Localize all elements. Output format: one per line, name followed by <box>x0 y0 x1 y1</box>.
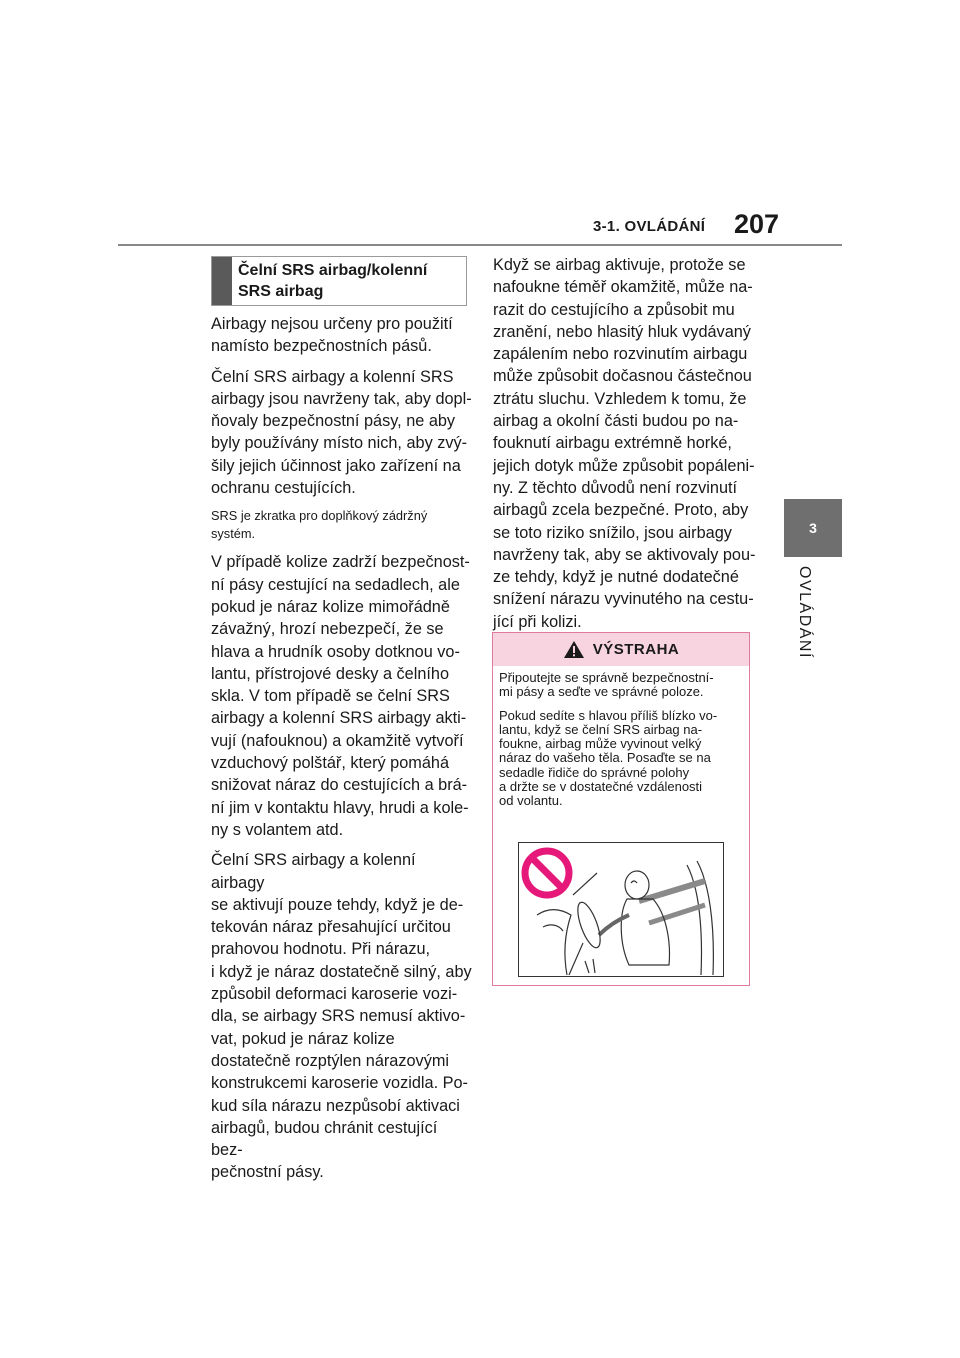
warning-paragraph: Připoutejte se správně bezpečnostní- mi pásy a seďte ve správné poloze. <box>499 670 714 700</box>
warning-title: VÝSTRAHA <box>592 641 680 658</box>
driver-too-close-illustration <box>519 843 723 976</box>
header-rule <box>118 244 842 246</box>
header-section-title: 3-1. OVLÁDÁNÍ <box>593 218 706 235</box>
warning-body <box>499 671 743 818</box>
chapter-tab <box>784 499 842 557</box>
paragraph: Když se airbag aktivuje, protože se nafoukne téměř okamžitě, může na- razit do cestujícího a způsobit mu zranění, nebo hlasitý hluk vydávaný zapálením nebo rozvinutím airbagu může způsobit dočasnou částečnou ztrátu sluchu. Vzhledem k tomu, že airbag a okolní části budou po na- fouknutí airbagu extrémně horké, jejich dotyk může způsobit popáleni- ny. Z těchto důvodů není rozvinutí airbagů zcela bezpečné. Proto, aby se toto riziko snížilo, jsou airbagy navrženy tak, aby se aktivovaly pou- ze tehdy, když je nutné dodatečné snížení nárazu vyvinutého na cestu- jící při kolizi. <box>493 256 756 631</box>
prohibition-icon <box>525 851 569 895</box>
section-heading-bar <box>212 257 232 305</box>
paragraph: Čelní SRS airbagy a kolenní SRS airbagy jsou navrženy tak, aby dopl- ňovaly bezpečnostní pásy, ne aby byly používány místo nich, aby zvý- šily jejich účinnost jako zařízení na ochranu cestujících. <box>211 367 472 498</box>
warning-header <box>493 633 749 666</box>
chapter-label: OVLÁDÁNÍ <box>796 566 813 659</box>
page-number: 207 <box>734 209 780 239</box>
chapter-number: 3 <box>809 520 817 536</box>
warning-box <box>492 632 750 986</box>
srs-note: SRS je zkratka pro doplňkový zádržný systém. <box>211 508 428 542</box>
section-heading: Čelní SRS airbag/kolenní SRS airbag <box>238 262 428 300</box>
section-heading-box <box>211 256 467 306</box>
warning-triangle-icon <box>563 640 585 659</box>
paragraph: V případě kolize zadrží bezpečnost- ní pásy cestující na sedadlech, ale pokud je náraz kolize mimořádně závažný, hrozí nebezpečí, že se hlava a hrudník osoby dotknou vo- lantu, přístrojové desky a čelního skla. V tom případě se čelní SRS airbagy a kolenní SRS airbagy akti- vují (nafouknou) a okamžitě vytvoří vzduchový polštář, který pomáhá snižovat náraz do cestujících a brá- ní jim v kontaktu hlavy, hrudi a kole- ny s volantem atd. <box>211 553 470 839</box>
warning-paragraph: Pokud sedíte s hlavou příliš blízko vo- lantu, když se čelní SRS airbag na- foukne, airbag může vyvinout velký náraz do vašeho těla. Posaďte se na sedadle řidiče do správné polohy a držte se v dostatečné vzdálenosti od volantu. <box>499 707 718 809</box>
right-column <box>493 254 759 641</box>
airbag-illustration <box>518 842 724 977</box>
chapter-side-label <box>783 560 843 670</box>
left-column <box>211 313 473 1192</box>
paragraph: Čelní SRS airbagy a kolenní airbagy se aktivují pouze tehdy, když je de- tekován náraz přesahující určitou prahovou hodnotu. Při nárazu, i když je náraz dostatečně silný, aby způsobil deformaci karoserie vozi- dla, se airbagy SRS nemusí aktivo- vat, pokud je náraz kolize dostatečně rozptýlen nárazovými konstrukcemi karoserie vozidla. Po- kud síla nárazu nezpůsobí aktivaci airbagů, budou chránit cestující bez- pečnostní pásy. <box>211 851 472 1182</box>
paragraph: Airbagy nejsou určeny pro použití namísto bezpečnostních pásů. <box>211 315 453 356</box>
